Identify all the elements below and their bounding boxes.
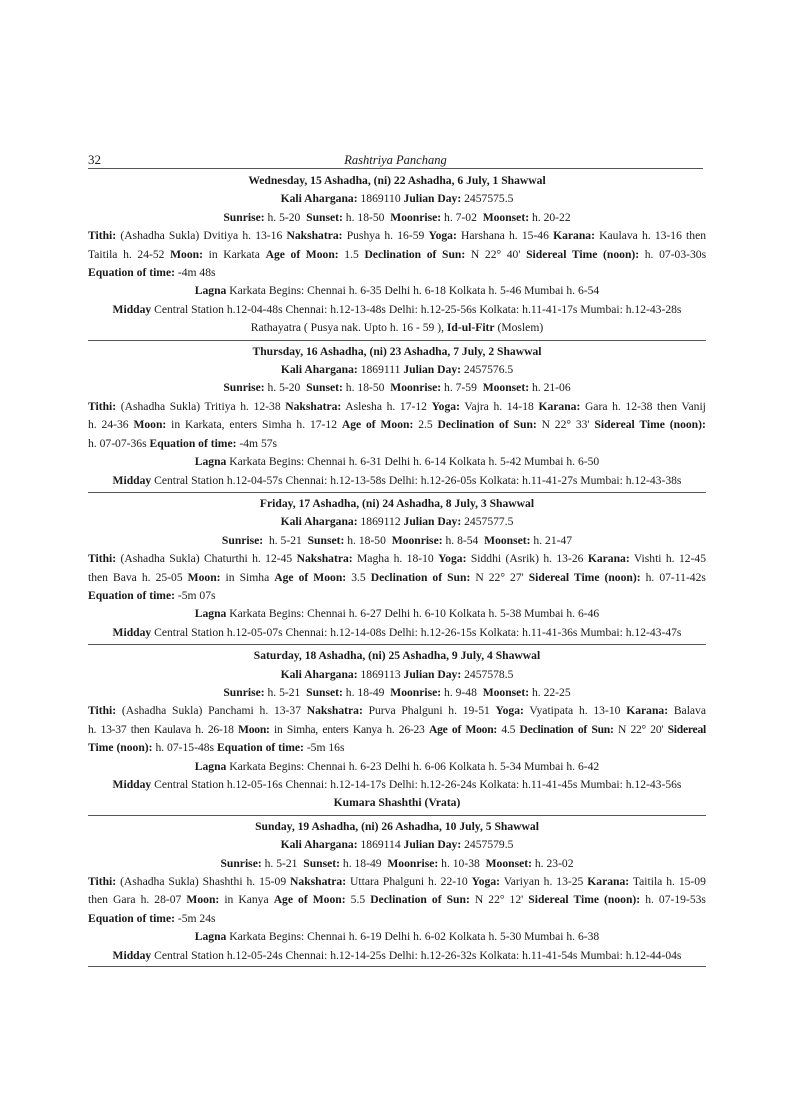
ahargana-line: Kali Ahargana: 1869114 Julian Day: 2457579.5 (280, 838, 514, 852)
lagna-line: Lagna Karkata Begins: Chennai h. 6-19 Delhi h. 6-02 Kolkata h. 5-30 Mumbai h. 6-38 (194, 930, 600, 944)
midday-line: Midday Central Station h.12-05-07s Chennai: h.12-14-08s Delhi: h.12-26-15s Kolkata: h.11-41-36s Mumbai: h.12-43-47s (112, 625, 682, 639)
ahargana-line: Kali Ahargana: 1869111 Julian Day: 2457576.5 (280, 363, 514, 377)
midday-line: Midday Central Station h.12-05-24s Chennai: h.12-14-25s Delhi: h.12-26-32s Kolkata: h.11-41-54s Mumbai: h.12-44-04s (112, 948, 682, 962)
day-title: Friday, 17 Ashadha, (ni) 24 Ashadha, 8 July, 3 Shawwal (259, 496, 535, 510)
ahargana-line: Kali Ahargana: 1869110 Julian Day: 2457575.5 (280, 192, 514, 206)
midday-line: Midday Central Station h.12-04-57s Chennai: h.12-13-58s Delhi: h.12-26-05s Kolkata: h.11-41-27s Mumbai: h.12-43-38s (112, 473, 682, 487)
page-header (88, 151, 703, 167)
tithi-line: Tithi: (Ashadha Sukla) Tritiya h. 12-38 Nakshatra: Aslesha h. 17-12 Yoga: Vajra h. 14-18 Karana: Gara h. 12-38 then Vanij (88, 399, 706, 413)
page-number: 32 (88, 152, 101, 167)
sun-moon-times: Sunrise: h. 5-21 Sunset: h. 18-50 Moonrise: h. 8-54 Moonset: h. 21-47 (221, 533, 573, 547)
header-divider (88, 168, 703, 169)
running-title: Rashtriya Panchang (344, 153, 447, 167)
tithi-line: Tithi: (Ashadha Sukla) Shashthi h. 15-09 Nakshatra: Uttara Phalguni h. 22-10 Yoga: Variyan h. 13-25 Karana: Taitila h. 15-09 (88, 875, 706, 889)
lagna-line: Lagna Karkata Begins: Chennai h. 6-27 Delhi h. 6-10 Kolkata h. 5-38 Mumbai h. 6-46 (194, 607, 600, 621)
day-title: Wednesday, 15 Ashadha, (ni) 22 Ashadha, 6 July, 1 Shawwal (248, 174, 546, 187)
ahargana-line: Kali Ahargana: 1869112 Julian Day: 2457577.5 (280, 515, 514, 529)
lagna-line: Lagna Karkata Begins: Chennai h. 6-31 Delhi h. 6-14 Kolkata h. 5-42 Mumbai h. 6-50 (194, 455, 600, 469)
sun-moon-times: Sunrise: h. 5-21 Sunset: h. 18-49 Moonrise: h. 10-38 Moonset: h. 23-02 (220, 856, 574, 870)
day-entry-saturday (88, 644, 706, 813)
day-title: Thursday, 16 Ashadha, (ni) 23 Ashadha, 7 July, 2 Shawwal (252, 344, 542, 358)
equation-of-time: Equation of time: -5m 24s (88, 911, 216, 925)
equation-of-time: Equation of time: -4m 48s (88, 266, 216, 280)
moon-line: then Gara h. 28-07 Moon: in Kanya Age of Moon: 5.5 Declination of Sun: N 22° 12' Sidereal Time (noon): h. 07-19-53s (88, 893, 706, 907)
equation-of-time: Equation of time: -5m 07s (88, 588, 216, 602)
moon-line: then Bava h. 25-05 Moon: in Simha Age of Moon: 3.5 Declination of Sun: N 22° 27' Sidereal Time (noon): h. 07-11-42s (88, 570, 706, 584)
tithi-line: Tithi: (Ashadha Sukla) Panchami h. 13-37 Nakshatra: Purva Phalguni h. 19-51 Yoga: Vyatipata h. 13-10 Karana: Balava (88, 704, 707, 718)
tithi-line: Tithi: (Ashadha Sukla) Chaturthi h. 12-45 Nakshatra: Magha h. 18-10 Yoga: Siddhi (Asrik) h. 13-26 Karana: Vishti h. 12-45 (88, 552, 706, 566)
tithi-line: Tithi: (Ashadha Sukla) Dvitiya h. 13-16 Nakshatra: Pushya h. 16-59 Yoga: Harshana h. 15-46 Karana: Kaulava h. 13-16 then (88, 229, 707, 243)
sidereal-and-equation: h. 07-07-36s Equation of time: -4m 57s (88, 436, 278, 450)
ahargana-line: Kali Ahargana: 1869113 Julian Day: 2457578.5 (280, 667, 514, 681)
moon-line: h. 13-37 then Kaulava h. 26-18 Moon: in Simha, enters Kanya h. 26-23 Age of Moon: 4.5 Declination of Sun: N 22° 20' Sidereal (88, 722, 706, 736)
midday-line: Midday Central Station h.12-05-16s Chennai: h.12-14-17s Delhi: h.12-26-24s Kolkata: h.11-41-45s Mumbai: h.12-43-56s (112, 778, 682, 791)
sun-moon-times: Sunrise: h. 5-20 Sunset: h. 18-50 Moonrise: h. 7-02 Moonset: h. 20-22 (223, 210, 571, 224)
lagna-line: Lagna Karkata Begins: Chennai h. 6-35 Delhi h. 6-18 Kolkata h. 5-46 Mumbai h. 6-54 (194, 284, 600, 298)
sidereal-and-equation: Time (noon): h. 07-15-48s Equation of time: -5m 16s (88, 741, 345, 755)
day-title: Sunday, 19 Ashadha, (ni) 26 Ashadha, 10 July, 5 Shawwal (255, 819, 539, 833)
day-entry-sunday (88, 815, 706, 967)
sun-moon-times: Sunrise: h. 5-20 Sunset: h. 18-50 Moonrise: h. 7-59 Moonset: h. 21-06 (223, 381, 571, 395)
lagna-line: Lagna Karkata Begins: Chennai h. 6-23 Delhi h. 6-06 Kolkata h. 5-34 Mumbai h. 6-42 (194, 759, 600, 773)
midday-line: Midday Central Station h.12-04-48s Chennai: h.12-13-48s Delhi: h.12-25-56s Kolkata: h.11-41-17s Mumbai: h.12-43-28s (112, 302, 682, 316)
day-entries (88, 172, 706, 967)
moon-line: Taitila h. 24-52 Moon: in Karkata Age of Moon: 1.5 Declination of Sun: N 22° 40' Sidereal Time (noon): h. 07-03-30s (88, 247, 707, 261)
day-entry-thursday (88, 340, 706, 490)
day-entry-wednesday (88, 172, 706, 338)
sun-moon-times: Sunrise: h. 5-21 Sunset: h. 18-49 Moonrise: h. 9-48 Moonset: h. 22-25 (223, 685, 571, 699)
day-entry-friday (88, 492, 706, 642)
moon-line: h. 24-36 Moon: in Karkata, enters Simha h. 17-12 Age of Moon: 2.5 Declination of Sun: N 22° 33' Sidereal Time (noon): (88, 418, 706, 432)
festival-line: Rathayatra ( Pusya nak. Upto h. 16 - 59 ), Id-ul-Fitr (Moslem) (250, 321, 544, 335)
festival-line: Kumara Shashthi (Vrata) (333, 796, 461, 810)
day-title: Saturday, 18 Ashadha, (ni) 25 Ashadha, 9 July, 4 Shawwal (253, 649, 541, 663)
